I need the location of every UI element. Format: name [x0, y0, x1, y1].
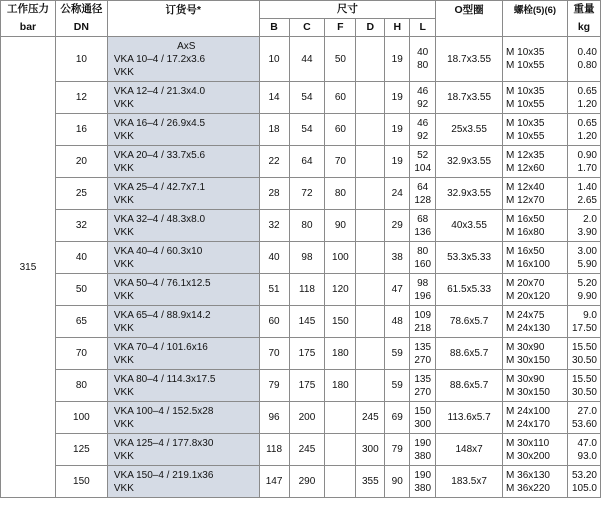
- order-vka: VKA 40–4 / 60.3x10: [113, 245, 203, 257]
- dn-cell: 100: [55, 402, 107, 434]
- dim-h-cell: 79: [385, 434, 410, 466]
- dim-d-cell: [356, 114, 385, 146]
- bolt-cell: [503, 114, 568, 146]
- dim-l-single: 150: [414, 405, 432, 417]
- dim-c-cell: 245: [289, 434, 325, 466]
- order-vkk: VKK: [113, 290, 134, 302]
- dim-l-single: 52: [417, 149, 429, 161]
- table-row: [1, 114, 601, 146]
- dim-c-cell: 54: [289, 114, 325, 146]
- bolt-double: M 20x120: [506, 290, 550, 302]
- dim-f-cell: 60: [325, 82, 356, 114]
- order-vka: VKA 100–4 / 152.5x28: [113, 405, 214, 417]
- order-cell: [107, 338, 259, 370]
- dim-d-cell: [356, 306, 385, 338]
- dim-d-cell: [356, 37, 385, 82]
- bolt-double: M 12x60: [506, 162, 545, 174]
- dim-f-cell: 80: [325, 178, 356, 210]
- weight-double: 0.80: [577, 60, 597, 71]
- bolt-double: M 30x200: [506, 450, 550, 462]
- dim-f-cell: 120: [325, 274, 356, 306]
- bolt-cell: [503, 146, 568, 178]
- dim-f-header: F: [325, 19, 356, 37]
- dim-b-cell: 22: [259, 146, 289, 178]
- dim-f-cell: 150: [325, 306, 356, 338]
- dim-b-cell: 40: [259, 242, 289, 274]
- oring-cell: 25x3.55: [436, 114, 503, 146]
- dim-l-cell: [410, 306, 436, 338]
- bolt-cell: [503, 82, 568, 114]
- dim-l-double: 104: [414, 162, 432, 174]
- dim-c-cell: 44: [289, 37, 325, 82]
- weight-single: 15.50: [571, 341, 597, 353]
- bolt-double: M 10x55: [506, 60, 545, 71]
- dim-l-double: 270: [414, 354, 432, 366]
- dim-l-cell: [410, 370, 436, 402]
- weight-unit: kg: [567, 19, 600, 37]
- weight-cell: [567, 114, 600, 146]
- order-cell: [107, 274, 259, 306]
- order-vka: VKA 50–4 / 76.1x12.5: [113, 277, 211, 289]
- weight-cell: [567, 37, 600, 82]
- dim-l-single: 135: [414, 373, 432, 385]
- order-vka: VKA 20–4 / 33.7x5.6: [113, 149, 206, 161]
- order-cell: [107, 402, 259, 434]
- weight-single: 47.0: [577, 437, 597, 449]
- dim-l-cell: [410, 242, 436, 274]
- dim-l-double: 270: [414, 386, 432, 398]
- dim-c-header: C: [289, 19, 325, 37]
- dim-l-header: L: [410, 19, 436, 37]
- weight-cell: [567, 338, 600, 370]
- weight-double: 17.50: [571, 322, 597, 334]
- weight-single: 0.90: [577, 149, 597, 161]
- dim-l-cell: [410, 178, 436, 210]
- bolt-cell: [503, 338, 568, 370]
- order-vka: VKA 16–4 / 26.9x4.5: [113, 117, 206, 129]
- dim-c-cell: 64: [289, 146, 325, 178]
- bolt-single: M 36x130: [506, 469, 550, 481]
- table-row: [1, 402, 601, 434]
- dim-l-double: 380: [414, 482, 432, 494]
- bolt-single: M 24x100: [506, 405, 550, 417]
- dim-c-cell: 80: [289, 210, 325, 242]
- bolt-double: M 10x55: [506, 98, 545, 110]
- dim-h-cell: 47: [385, 274, 410, 306]
- weight-single: 0.65: [577, 117, 597, 129]
- dn-cell: 10: [55, 37, 107, 82]
- order-vkk: VKK: [113, 386, 134, 398]
- dim-l-single: 40: [417, 47, 429, 58]
- weight-double: 1.20: [577, 98, 597, 110]
- order-cell: [107, 37, 259, 82]
- order-vkk: VKK: [113, 98, 134, 110]
- dim-l-cell: [410, 402, 436, 434]
- weight-single: 0.65: [577, 85, 597, 97]
- dim-l-single: 135: [414, 341, 432, 353]
- table-row: [1, 37, 601, 82]
- weight-cell: [567, 402, 600, 434]
- dim-h-cell: 90: [385, 466, 410, 498]
- bolt-cell: [503, 434, 568, 466]
- dim-d-cell: [356, 338, 385, 370]
- bolt-single: M 30x90: [506, 373, 545, 385]
- dim-c-cell: 175: [289, 370, 325, 402]
- order-cell: [107, 210, 259, 242]
- dim-l-cell: [410, 146, 436, 178]
- dim-l-double: 92: [417, 98, 429, 110]
- dim-b-cell: 10: [259, 37, 289, 82]
- dim-f-cell: 100: [325, 242, 356, 274]
- bolt-single: M 30x110: [506, 437, 550, 449]
- order-vkk: VKK: [113, 130, 134, 142]
- dim-b-cell: 14: [259, 82, 289, 114]
- dim-h-cell: 29: [385, 210, 410, 242]
- dim-l-cell: [410, 434, 436, 466]
- dim-f-cell: 90: [325, 210, 356, 242]
- pressure-header: 工作压力: [1, 1, 56, 19]
- dim-b-cell: 70: [259, 338, 289, 370]
- order-vka: VKA 32–4 / 48.3x8.0: [113, 213, 206, 225]
- bolt-single: M 16x50: [506, 245, 545, 257]
- dn-cell: 32: [55, 210, 107, 242]
- order-header: 订货号*: [107, 1, 259, 37]
- bolt-double: M 24x170: [506, 418, 550, 430]
- order-cell: [107, 306, 259, 338]
- weight-cell: [567, 146, 600, 178]
- pressure-unit: bar: [1, 19, 56, 37]
- weight-cell: [567, 178, 600, 210]
- dim-c-cell: 200: [289, 402, 325, 434]
- dim-l-double: 80: [417, 60, 429, 71]
- bolt-cell: [503, 402, 568, 434]
- dim-h-cell: 48: [385, 306, 410, 338]
- weight-cell: [567, 274, 600, 306]
- dim-c-cell: 145: [289, 306, 325, 338]
- weight-single: 53.20: [571, 469, 597, 481]
- weight-double: 5.90: [577, 258, 597, 270]
- table-row: [1, 338, 601, 370]
- dim-d-cell: [356, 274, 385, 306]
- order-cell: [107, 466, 259, 498]
- dim-l-single: 98: [417, 277, 429, 289]
- order-vka: VKA 10–4 / 17.2x3.6: [113, 53, 206, 65]
- dim-l-single: 46: [417, 85, 429, 97]
- bolt-single: M 16x50: [506, 213, 545, 225]
- weight-double: 30.50: [571, 386, 597, 398]
- dim-c-cell: 98: [289, 242, 325, 274]
- bolt-cell: [503, 37, 568, 82]
- dn-unit: DN: [55, 19, 107, 37]
- dim-l-double: 380: [414, 450, 432, 462]
- oring-cell: 113.6x5.7: [436, 402, 503, 434]
- order-vkk: VKK: [113, 194, 134, 206]
- dim-c-cell: 118: [289, 274, 325, 306]
- weight-cell: [567, 82, 600, 114]
- oring-cell: 61.5x5.33: [436, 274, 503, 306]
- dn-cell: 40: [55, 242, 107, 274]
- bolt-double: M 36x220: [506, 482, 550, 494]
- pressure-cell: 315: [1, 37, 56, 498]
- oring-cell: 78.6x5.7: [436, 306, 503, 338]
- table-row: [1, 178, 601, 210]
- weight-cell: [567, 306, 600, 338]
- dim-b-cell: 32: [259, 210, 289, 242]
- weight-cell: [567, 242, 600, 274]
- weight-single: 0.40: [577, 47, 597, 58]
- bolt-double: M 24x130: [506, 322, 550, 334]
- bolt-single: M 10x35: [506, 85, 545, 97]
- dim-d-cell: 355: [356, 466, 385, 498]
- table-row: [1, 434, 601, 466]
- dim-b-cell: 51: [259, 274, 289, 306]
- oring-cell: 40x3.55: [436, 210, 503, 242]
- weight-single: 2.0: [583, 213, 597, 225]
- weight-double: 1.70: [577, 162, 597, 174]
- oring-cell: 53.3x5.33: [436, 242, 503, 274]
- bolt-double: M 16x100: [506, 258, 550, 270]
- dim-b-cell: 79: [259, 370, 289, 402]
- dn-cell: 50: [55, 274, 107, 306]
- order-cell: [107, 242, 259, 274]
- order-vkk: VKK: [113, 322, 134, 334]
- bolt-double: M 12x70: [506, 194, 545, 206]
- dn-cell: 125: [55, 434, 107, 466]
- dim-h-cell: 69: [385, 402, 410, 434]
- bolt-cell: [503, 370, 568, 402]
- bolt-double: M 30x150: [506, 354, 550, 366]
- bolt-single: M 12x35: [506, 149, 545, 161]
- bolt-header: 螺栓(5)(6): [503, 1, 568, 37]
- dimensions-header: 尺寸: [259, 1, 436, 19]
- oring-cell: 148x7: [436, 434, 503, 466]
- dn-cell: 65: [55, 306, 107, 338]
- dim-f-cell: 50: [325, 37, 356, 82]
- weight-cell: [567, 434, 600, 466]
- dim-b-cell: 18: [259, 114, 289, 146]
- table-row: [1, 306, 601, 338]
- dim-d-cell: [356, 146, 385, 178]
- weight-double: 93.0: [577, 450, 597, 462]
- oring-cell: 32.9x3.55: [436, 178, 503, 210]
- order-cell: [107, 370, 259, 402]
- weight-single: 1.40: [577, 181, 597, 193]
- dim-h-cell: 19: [385, 114, 410, 146]
- dim-f-cell: 180: [325, 370, 356, 402]
- order-vka: VKA 65–4 / 88.9x14.2: [113, 309, 211, 321]
- table-row: [1, 274, 601, 306]
- oring-cell: 18.7x3.55: [436, 37, 503, 82]
- weight-single: 5.20: [577, 277, 597, 289]
- dim-h-cell: 59: [385, 338, 410, 370]
- bolt-single: M 30x90: [506, 341, 545, 353]
- dn-cell: 16: [55, 114, 107, 146]
- order-vkk: VKK: [113, 354, 134, 366]
- dim-h-cell: 19: [385, 146, 410, 178]
- dim-l-single: 80: [417, 245, 429, 257]
- dim-f-cell: [325, 466, 356, 498]
- bolt-cell: [503, 210, 568, 242]
- order-cell: [107, 178, 259, 210]
- oring-header: O型圈: [436, 1, 503, 37]
- bolt-cell: [503, 178, 568, 210]
- bolt-cell: [503, 306, 568, 338]
- bolt-single: M 24x75: [506, 309, 545, 321]
- order-vkk: VKK: [113, 418, 134, 430]
- weight-double: 53.60: [571, 418, 597, 430]
- dim-f-cell: [325, 434, 356, 466]
- dim-f-cell: 60: [325, 114, 356, 146]
- weight-header: 重量: [567, 1, 600, 19]
- table-row: [1, 146, 601, 178]
- dim-d-cell: 245: [356, 402, 385, 434]
- bolt-single: M 12x40: [506, 181, 545, 193]
- oring-cell: 88.6x5.7: [436, 370, 503, 402]
- dim-l-single: 68: [417, 213, 429, 225]
- dim-l-double: 128: [414, 194, 432, 206]
- dim-l-single: 46: [417, 117, 429, 129]
- dim-l-double: 218: [414, 322, 432, 334]
- order-axs-label: AxS: [177, 40, 196, 52]
- table-row: [1, 210, 601, 242]
- bolt-double: M 16x80: [506, 226, 545, 238]
- dn-cell: 80: [55, 370, 107, 402]
- dim-l-double: 196: [414, 290, 432, 302]
- order-cell: [107, 146, 259, 178]
- oring-cell: 18.7x3.55: [436, 82, 503, 114]
- bolt-double: M 30x150: [506, 386, 550, 398]
- bolt-cell: [503, 274, 568, 306]
- order-vkk: VKK: [113, 162, 134, 174]
- dn-cell: 12: [55, 82, 107, 114]
- order-vkk: VKK: [113, 450, 134, 462]
- dim-c-cell: 54: [289, 82, 325, 114]
- dim-l-single: 190: [414, 469, 432, 481]
- dim-h-cell: 59: [385, 370, 410, 402]
- dim-c-cell: 290: [289, 466, 325, 498]
- dn-cell: 20: [55, 146, 107, 178]
- dim-l-cell: [410, 114, 436, 146]
- dim-b-cell: 147: [259, 466, 289, 498]
- dim-h-cell: 19: [385, 82, 410, 114]
- weight-double: 30.50: [571, 354, 597, 366]
- dim-h-header: H: [385, 19, 410, 37]
- dim-l-double: 300: [414, 418, 432, 430]
- dim-d-cell: [356, 178, 385, 210]
- weight-single: 3.00: [577, 245, 597, 257]
- weight-cell: [567, 466, 600, 498]
- weight-double: 9.90: [577, 290, 597, 302]
- bolt-cell: [503, 242, 568, 274]
- order-vkk: VKK: [113, 482, 134, 494]
- dim-d-cell: [356, 82, 385, 114]
- order-cell: [107, 82, 259, 114]
- dim-l-cell: [410, 37, 436, 82]
- dim-l-cell: [410, 338, 436, 370]
- dim-b-cell: 60: [259, 306, 289, 338]
- bolt-double: M 10x55: [506, 130, 545, 142]
- order-vka: VKA 70–4 / 101.6x16: [113, 341, 208, 353]
- bolt-single: M 10x35: [506, 47, 545, 58]
- order-vka: VKA 12–4 / 21.3x4.0: [113, 85, 206, 97]
- dn-header: 公称通径: [55, 1, 107, 19]
- weight-cell: [567, 370, 600, 402]
- dim-l-single: 109: [414, 309, 432, 321]
- table-row: [1, 242, 601, 274]
- dim-b-header: B: [259, 19, 289, 37]
- dim-f-cell: [325, 402, 356, 434]
- order-vka: VKA 150–4 / 219.1x36: [113, 469, 214, 481]
- dim-c-cell: 175: [289, 338, 325, 370]
- dim-l-single: 64: [417, 181, 429, 193]
- order-cell: [107, 434, 259, 466]
- oring-cell: 88.6x5.7: [436, 338, 503, 370]
- order-vka: VKA 125–4 / 177.8x30: [113, 437, 214, 449]
- weight-double: 2.65: [577, 194, 597, 206]
- dim-d-cell: 300: [356, 434, 385, 466]
- table-row: [1, 82, 601, 114]
- weight-single: 15.50: [571, 373, 597, 385]
- order-vkk: VKK: [113, 66, 134, 78]
- order-cell: [107, 114, 259, 146]
- dim-l-double: 92: [417, 130, 429, 142]
- dim-l-cell: [410, 274, 436, 306]
- dim-l-double: 136: [414, 226, 432, 238]
- order-vkk: VKK: [113, 258, 134, 270]
- dim-l-cell: [410, 466, 436, 498]
- dn-cell: 150: [55, 466, 107, 498]
- order-vka: VKA 25–4 / 42.7x7.1: [113, 181, 206, 193]
- dn-cell: 70: [55, 338, 107, 370]
- dim-d-cell: [356, 370, 385, 402]
- dim-h-cell: 19: [385, 37, 410, 82]
- weight-double: 3.90: [577, 226, 597, 238]
- dn-cell: 25: [55, 178, 107, 210]
- order-vkk: VKK: [113, 226, 134, 238]
- weight-single: 9.0: [583, 309, 597, 321]
- bolt-cell: [503, 466, 568, 498]
- dim-l-cell: [410, 82, 436, 114]
- weight-double: 105.0: [571, 482, 597, 494]
- dim-l-cell: [410, 210, 436, 242]
- dim-d-cell: [356, 242, 385, 274]
- weight-single: 27.0: [577, 405, 597, 417]
- table-row: [1, 466, 601, 498]
- weight-double: 1.20: [577, 130, 597, 142]
- dim-f-cell: 180: [325, 338, 356, 370]
- dim-b-cell: 118: [259, 434, 289, 466]
- dim-d-header: D: [356, 19, 385, 37]
- dim-b-cell: 96: [259, 402, 289, 434]
- dim-h-cell: 24: [385, 178, 410, 210]
- dim-l-single: 190: [414, 437, 432, 449]
- bolt-single: M 20x70: [506, 277, 545, 289]
- weight-cell: [567, 210, 600, 242]
- oring-cell: 183.5x7: [436, 466, 503, 498]
- dim-b-cell: 28: [259, 178, 289, 210]
- dim-f-cell: 70: [325, 146, 356, 178]
- bolt-single: M 10x35: [506, 117, 545, 129]
- dim-d-cell: [356, 210, 385, 242]
- order-vka: VKA 80–4 / 114.3x17.5: [113, 373, 216, 385]
- dim-c-cell: 72: [289, 178, 325, 210]
- oring-cell: 32.9x3.55: [436, 146, 503, 178]
- dim-h-cell: 38: [385, 242, 410, 274]
- table-row: [1, 370, 601, 402]
- dim-l-double: 160: [414, 258, 432, 270]
